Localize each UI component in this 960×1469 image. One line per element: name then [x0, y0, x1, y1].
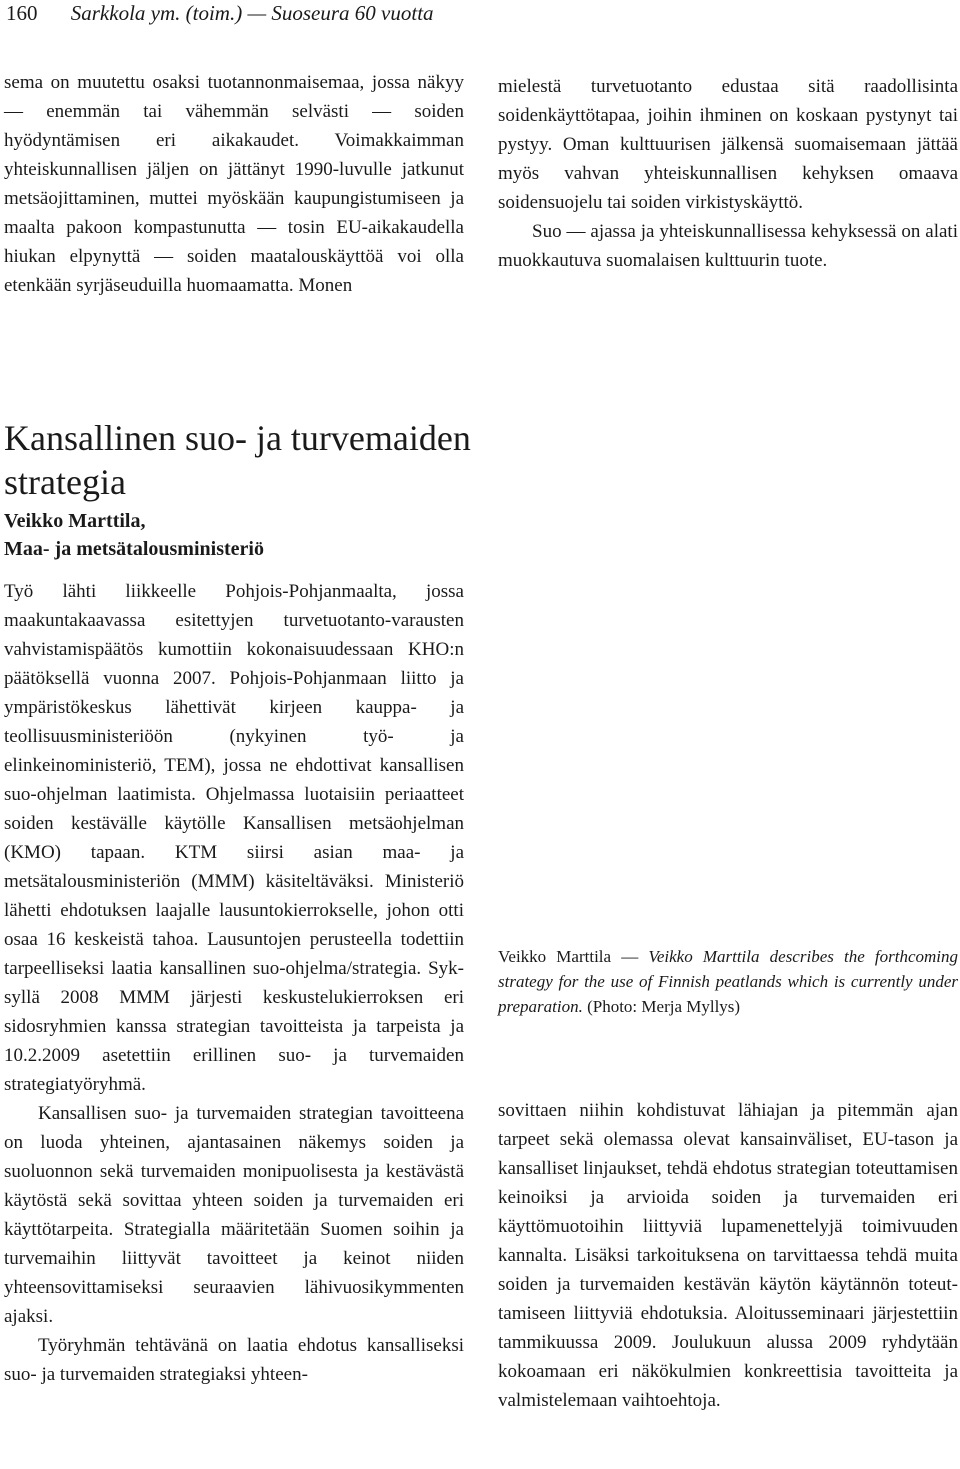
- paragraph: Kansallisen suo- ja turvemaiden strategian tavoitteena on luoda yhteinen, ajantasainen näkemys soiden ja suoluonnon sekä turvemaiden monipuolisesta ja kestävästä käytöstä sekä sovittaa yhteen soiden ja turvemaiden eri käyttötarpeita. Strategialla määritetään Suomen soihin ja turvemaihin liittyvät tavoitteet ja keinot niiden yhteensovittamiseksi seuraavien lähivuosikymmenten ajaksi.: [4, 1103, 464, 1327]
- article-body-left-column: [4, 577, 464, 1389]
- caption-english: Veikko Marttila describes the forthcoming strategy for the use of Finnish peatlands which is currently under preparation.: [498, 947, 958, 1016]
- author-block: [4, 507, 474, 563]
- paragraph: Työryhmän tehtävänä on laatia ehdotus kansalliseksi suo- ja turvemaiden strategiaksi yhteen-: [4, 1335, 464, 1385]
- continued-text-left-column: [4, 68, 464, 300]
- paragraph: Suo — ajassa ja yhteiskunnallisessa kehyksessä on alati muokkautuva suomalaisen kulttuurin tuote.: [498, 221, 958, 271]
- running-title: Sarkkola ym. (toim.) — Suoseura 60 vuotta: [70, 1, 434, 25]
- article-body-right-column: [498, 1096, 958, 1415]
- paragraph: Työ lähti liikkeelle Pohjois-Pohjanmaalta, jossa maakuntakaavassa esitettyjen turvetuotanto-varausten vahvistamispäätös kumottiin kokonaisuudessaan KHO:n päätöksellä vuonna 2007. Pohjois-Pohjanmaan liitto ja ympäristökeskus lähettivät kirjeen kauppa- ja teollisuusministeriöön (nykyinen työ- ja elinkeinoministeriö, TEM), jossa ne ehdottivat kansallisen suo-ohjelman laatimista. Ohjelmassa luotaisiin periaatteet soiden kestävälle käytölle Kansallisen metsäohjelman (KMO) tapaan. KTM siirsi asian maa- ja metsätalousministeriön (MMM) käsiteltäväksi. Ministeriö lähetti ehdotuksen laajalle lausuntokierrokselle, johon otti osaa 16 keskeistä tahoa. Lausuntojen perusteella todettiin tarpeelliseksi laatia kansallinen suo-ohjelma/strategia. Syksyllä 2008 MMM järjesti keskustelukierroksen eri sidosryhmien kanssa strategian tavoitteista ja tarpeista ja 10.2.2009 asetettiin erillinen suo- ja turvemaiden strategiatyöryhmä.: [4, 581, 464, 1095]
- paragraph: sovittaen niihin kohdistuvat lähiajan ja pitemmän ajan tarpeet sekä olemassa olevat kansainväliset, EU-tason ja kansalliset linjaukset, tehdä ehdotus strategian toteuttamisen keinoiksi ja arvioida soiden ja turvemaiden eri käyttömuotoihin liittyviä lupamenettelyjä toimivuuden kannalta. Lisäksi tarkoituksena on tarvittaessa tehdä muita soiden ja turvemaiden kestävän käytön käytännön toteuttamiseen liittyviä ehdotuksia. Aloitusseminaari järjestettiin tammikuussa 2009. Joulukuun alussa 2009 ryhdytään kokoamaan eri näkökulmien konkreettisia tavoitteita ja valmistelemaan vaihtoehtoja.: [498, 1100, 958, 1411]
- caption-photo-credit: (Photo: Merja Myllys): [582, 997, 741, 1016]
- page-number: 160: [6, 1, 38, 25]
- article-title: Kansallinen suo- ja turvemaiden strategia: [4, 418, 471, 502]
- photo-caption: [498, 944, 958, 1019]
- caption-name: Veikko Marttila —: [498, 947, 649, 966]
- author-affiliation: Maa- ja metsätalousministeriö: [4, 538, 264, 560]
- paragraph: mielestä turvetuotanto edustaa sitä raadollisinta soidenkäyttötapaa, joihin ihminen on koskaan pystynyt tai pystyy. Oman kulttuurisen jälkensä suomaisemaan jättää myös vahvan yhteiskunnallisen kehyksen omaava soidensuojelu tai soiden virkistyskäyttö.: [498, 76, 958, 213]
- author-name: Veikko Marttila,: [4, 510, 146, 532]
- paragraph: sema on muutettu osaksi tuotannonmaisemaa, jossa näkyy — enemmän tai vähemmän selvästi — soiden hyödyntämisen eri aikakaudet. Voimakkaimman yhteiskunnallisen jäljen on jättänyt 1990-luvulle jatkunut metsäojittaminen, muttei myöskään kaupungistumiseen ja maalta pakoon kompastunutta — tosin EU-aikakaudella hiukan elpynyttä — soiden maatalouskäyttöä voi olla etenkään syrjäseuduilla huomaamatta. Monen: [4, 72, 464, 296]
- continued-text-right-column: [498, 72, 958, 275]
- page-header: [6, 0, 434, 30]
